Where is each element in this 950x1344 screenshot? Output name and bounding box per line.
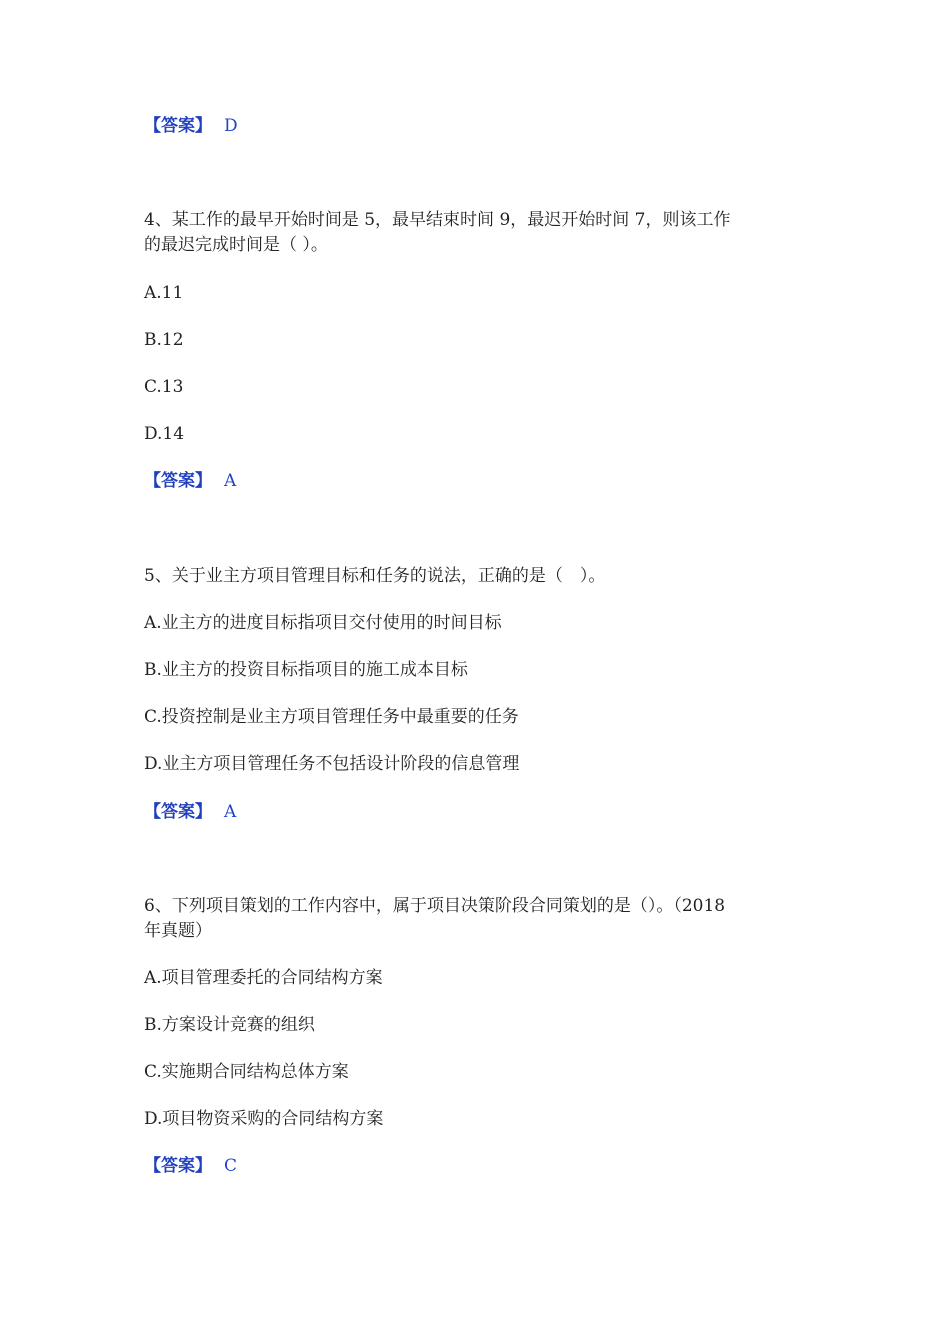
answer-value: C (224, 1156, 238, 1176)
answer-label: 【答案】 (144, 1156, 212, 1176)
question-6-option-c: C.实施期合同结构总体方案 (144, 1062, 349, 1082)
question-4-answer-row (144, 468, 236, 494)
question-5-option-b: B.业主方的投资目标指项目的施工成本目标 (144, 660, 468, 680)
question-4-stem-line2: 的最迟完成时间是（ ）。 (144, 235, 328, 255)
question-5-stem: 5、关于业主方项目管理目标和任务的说法，正确的是（ ）。 (144, 566, 606, 586)
question-5-option-c: C.投资控制是业主方项目管理任务中最重要的任务 (144, 707, 519, 727)
answer-value: D (224, 116, 238, 136)
answer-value: A (224, 471, 237, 491)
question-6-stem-line1: 6、下列项目策划的工作内容中，属于项目决策阶段合同策划的是（）。（2018 (144, 896, 726, 916)
question-6-option-b: B.方案设计竞赛的组织 (144, 1015, 315, 1035)
question-6-option-a: A.项目管理委托的合同结构方案 (144, 968, 383, 988)
question-6-option-d: D.项目物资采购的合同结构方案 (144, 1109, 384, 1129)
answer-row-prev (144, 113, 238, 139)
question-6-stem-line2: 年真题） (144, 921, 212, 941)
question-4-stem-line1: 4、某工作的最早开始时间是 5，最早结束时间 9，最迟开始时间 7，则该工作 (144, 210, 731, 230)
question-6-answer-row (144, 1153, 237, 1179)
question-4-option-a: A.11 (144, 283, 184, 303)
question-4-option-b: B.12 (144, 330, 184, 350)
question-5-option-d: D.业主方项目管理任务不包括设计阶段的信息管理 (144, 754, 520, 774)
question-4-option-c: C.13 (144, 377, 184, 397)
question-5-answer-row (144, 799, 236, 825)
question-4-option-d: D.14 (144, 424, 185, 444)
answer-label: 【答案】 (144, 802, 212, 822)
answer-label: 【答案】 (144, 471, 212, 491)
answer-value: A (224, 802, 237, 822)
question-5-option-a: A.业主方的进度目标指项目交付使用的时间目标 (144, 613, 502, 633)
answer-label: 【答案】 (144, 116, 212, 136)
